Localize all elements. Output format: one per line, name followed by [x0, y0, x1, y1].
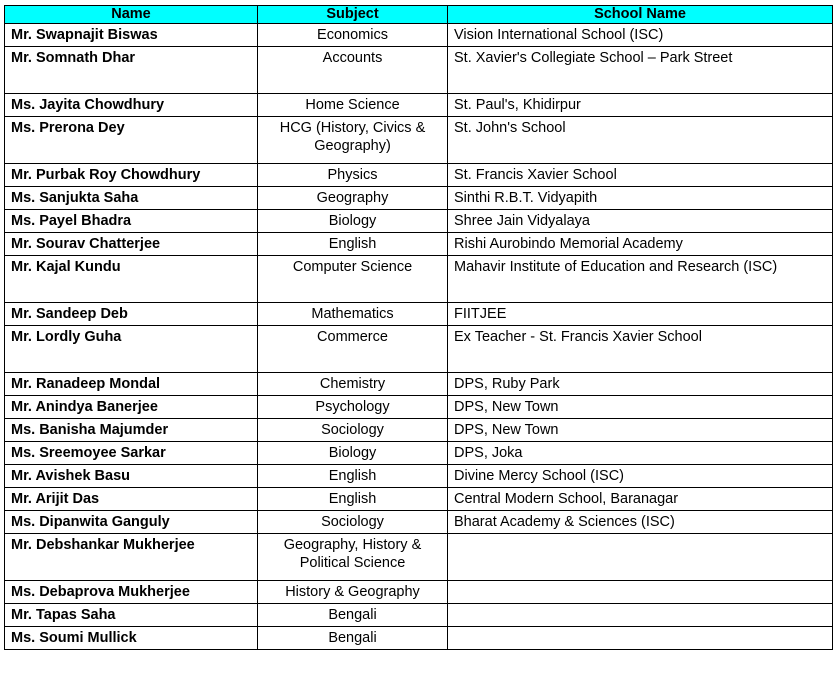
faculty-table [4, 5, 833, 650]
cell-name: Ms. Dipanwita Ganguly [5, 511, 258, 534]
cell-name: Mr. Ranadeep Mondal [5, 373, 258, 396]
cell-name: Ms. Soumi Mullick [5, 627, 258, 650]
cell-school [448, 604, 833, 627]
table-row [5, 419, 833, 442]
cell-subject: HCG (History, Civics & Geography) [258, 117, 448, 164]
cell-name: Mr. Arijit Das [5, 488, 258, 511]
cell-school: Mahavir Institute of Education and Research (ISC) [448, 256, 833, 303]
cell-school: Vision International School (ISC) [448, 24, 833, 47]
table-row [5, 511, 833, 534]
cell-school: St. Francis Xavier School [448, 164, 833, 187]
cell-name: Ms. Prerona Dey [5, 117, 258, 164]
cell-school: Central Modern School, Baranagar [448, 488, 833, 511]
cell-name: Ms. Payel Bhadra [5, 210, 258, 233]
cell-name: Mr. Avishek Basu [5, 465, 258, 488]
table-row [5, 47, 833, 94]
table-row [5, 94, 833, 117]
cell-subject: Biology [258, 442, 448, 465]
cell-name: Mr. Tapas Saha [5, 604, 258, 627]
header-subject: Subject [258, 6, 448, 24]
header-school: School Name [448, 6, 833, 24]
cell-school: Shree Jain Vidyalaya [448, 210, 833, 233]
table-row [5, 164, 833, 187]
table-row [5, 465, 833, 488]
cell-name: Ms. Debaprova Mukherjee [5, 581, 258, 604]
cell-subject: Chemistry [258, 373, 448, 396]
cell-name: Ms. Banisha Majumder [5, 419, 258, 442]
cell-school [448, 627, 833, 650]
cell-name: Mr. Sourav Chatterjee [5, 233, 258, 256]
cell-school: DPS, New Town [448, 419, 833, 442]
cell-subject: Psychology [258, 396, 448, 419]
table-row [5, 627, 833, 650]
table-row [5, 442, 833, 465]
cell-school: Rishi Aurobindo Memorial Academy [448, 233, 833, 256]
cell-school: Sinthi R.B.T. Vidyapith [448, 187, 833, 210]
cell-name: Mr. Purbak Roy Chowdhury [5, 164, 258, 187]
cell-school: DPS, Joka [448, 442, 833, 465]
cell-school: Divine Mercy School (ISC) [448, 465, 833, 488]
cell-subject: Home Science [258, 94, 448, 117]
cell-name: Ms. Sanjukta Saha [5, 187, 258, 210]
cell-school: DPS, New Town [448, 396, 833, 419]
cell-subject: Bengali [258, 604, 448, 627]
header-row [5, 6, 833, 24]
table-row [5, 396, 833, 419]
cell-school: St. Paul's, Khidirpur [448, 94, 833, 117]
cell-school: Ex Teacher - St. Francis Xavier School [448, 326, 833, 373]
table-row [5, 117, 833, 164]
table-row [5, 233, 833, 256]
cell-subject: Bengali [258, 627, 448, 650]
cell-subject: Mathematics [258, 303, 448, 326]
header-name: Name [5, 6, 258, 24]
cell-school: St. Xavier's Collegiate School – Park Street [448, 47, 833, 94]
cell-school: FIITJEE [448, 303, 833, 326]
cell-subject: Biology [258, 210, 448, 233]
cell-subject: English [258, 488, 448, 511]
cell-name: Mr. Anindya Banerjee [5, 396, 258, 419]
table-row [5, 256, 833, 303]
cell-subject: English [258, 465, 448, 488]
table-row [5, 581, 833, 604]
cell-subject: Geography [258, 187, 448, 210]
table-row [5, 488, 833, 511]
cell-name: Mr. Lordly Guha [5, 326, 258, 373]
table-row [5, 24, 833, 47]
cell-name: Ms. Sreemoyee Sarkar [5, 442, 258, 465]
cell-school [448, 581, 833, 604]
cell-subject: Sociology [258, 419, 448, 442]
cell-subject: Commerce [258, 326, 448, 373]
cell-subject: Geography, History & Political Science [258, 534, 448, 581]
cell-school: DPS, Ruby Park [448, 373, 833, 396]
cell-name: Mr. Somnath Dhar [5, 47, 258, 94]
table-row [5, 326, 833, 373]
table-row [5, 187, 833, 210]
table-row [5, 210, 833, 233]
cell-name: Mr. Swapnajit Biswas [5, 24, 258, 47]
cell-school: Bharat Academy & Sciences (ISC) [448, 511, 833, 534]
table-row [5, 604, 833, 627]
table-row [5, 534, 833, 581]
cell-subject: English [258, 233, 448, 256]
cell-subject: Sociology [258, 511, 448, 534]
table-row [5, 373, 833, 396]
cell-school: St. John's School [448, 117, 833, 164]
cell-subject: History & Geography [258, 581, 448, 604]
table-row [5, 303, 833, 326]
cell-subject: Computer Science [258, 256, 448, 303]
cell-subject: Economics [258, 24, 448, 47]
cell-subject: Physics [258, 164, 448, 187]
cell-subject: Accounts [258, 47, 448, 94]
cell-name: Mr. Sandeep Deb [5, 303, 258, 326]
cell-name: Ms. Jayita Chowdhury [5, 94, 258, 117]
cell-school [448, 534, 833, 581]
cell-name: Mr. Debshankar Mukherjee [5, 534, 258, 581]
cell-name: Mr. Kajal Kundu [5, 256, 258, 303]
